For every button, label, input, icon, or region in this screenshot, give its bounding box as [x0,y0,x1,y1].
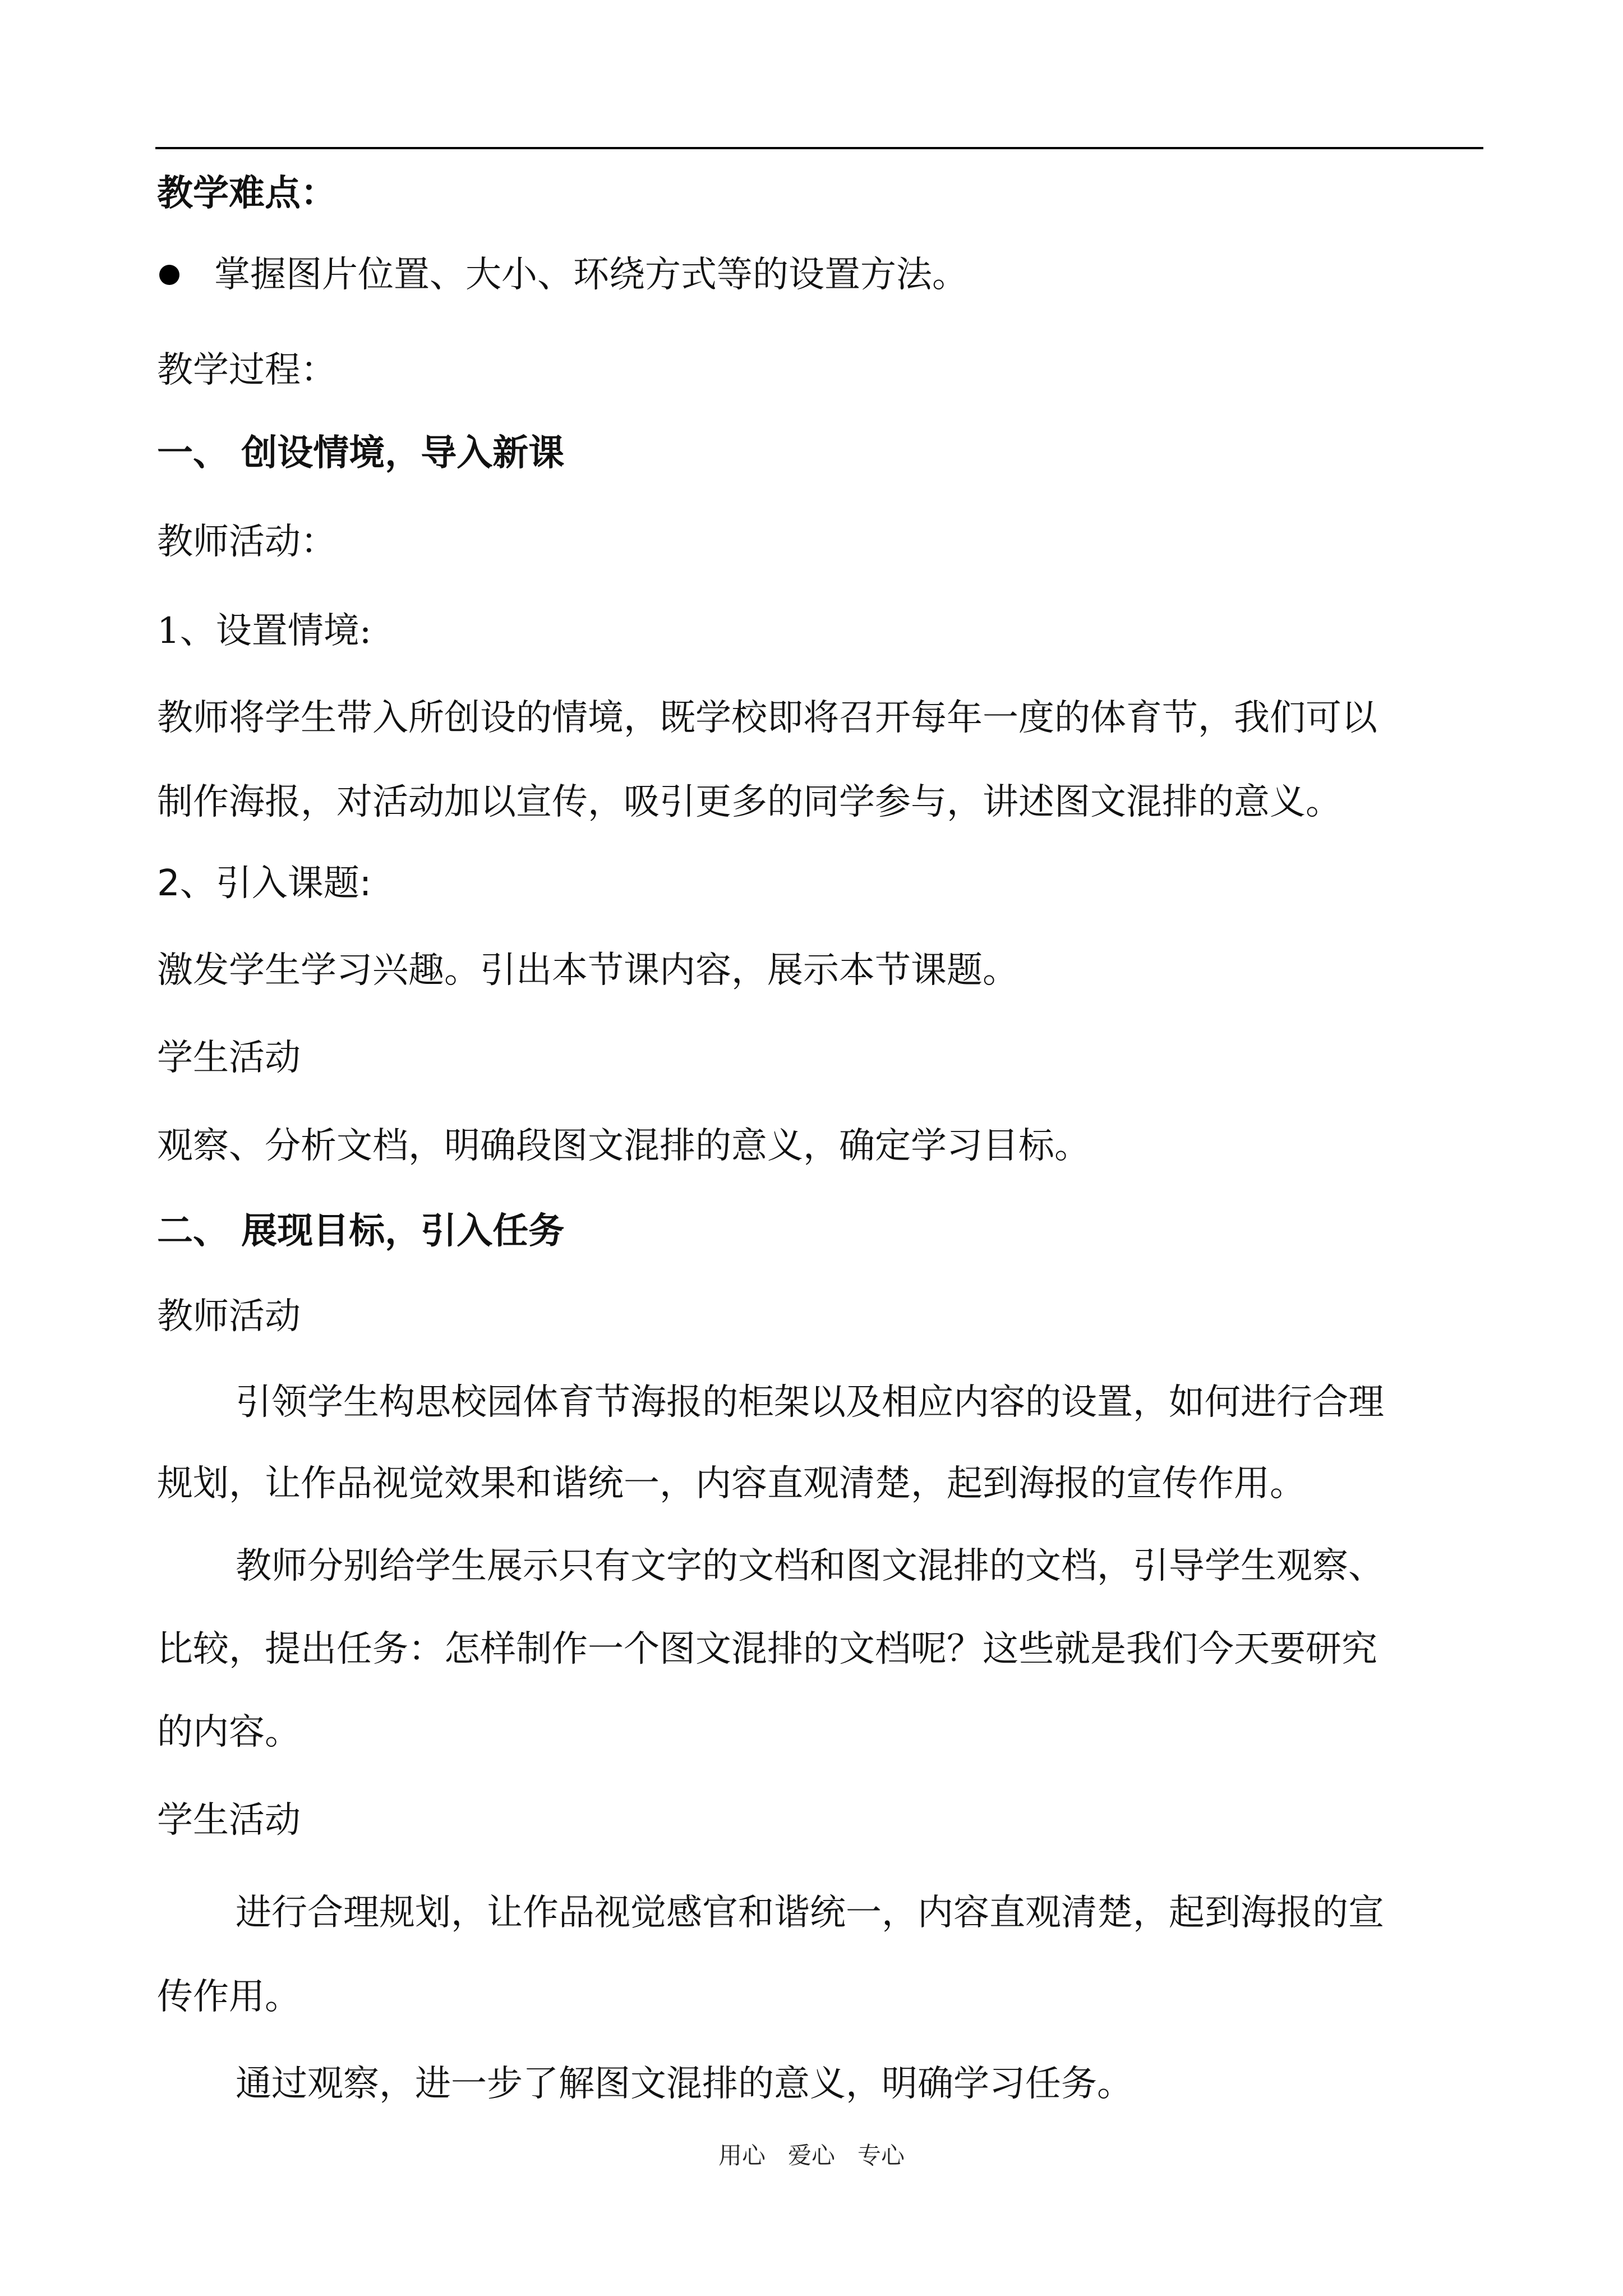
section2-para4: 通过观察，进一步了解图文混排的意义，明确学习任务。 [236,2063,1133,2105]
section2-para2-line1: 教师分别给学生展示只有文字的文档和图文混排的文档，引导学生观察、 [236,1545,1384,1587]
section2-heading: 二、 展现目标，引入任务 [157,1211,565,1252]
process-heading: 教学过程： [157,349,336,391]
section1-heading: 一、 创设情境，导入新课 [157,432,565,474]
section2-student-heading: 学生活动 [157,1800,301,1841]
section2-para1-line2: 规划，让作品视觉效果和谐统一，内容直观清楚，起到海报的宣传作用。 [157,1463,1306,1504]
page-footer: 用心 爱心 专心 [718,2142,905,2169]
difficulty-heading: 教学难点： [157,173,336,214]
bullet-dot-icon [159,265,179,285]
section1-step2-label: 2、引入课题: [157,863,372,904]
section2-para3-line2: 传作用。 [157,1976,301,2018]
difficulty-bullet: 掌握图片位置、大小、环绕方式等的设置方法。 [214,254,968,296]
section1-step1-line2: 制作海报，对活动加以宣传，吸引更多的同学参与，讲述图文混排的意义。 [157,781,1341,823]
section2-para1-line1: 引领学生构思校园体育节海报的柜架以及相应内容的设置，如何进行合理 [236,1382,1384,1423]
section1-teacher-heading: 教师活动： [157,521,336,563]
section1-step2-text: 激发学生学习兴趣。引出本节课内容，展示本节课题。 [157,950,1018,991]
section1-student-text: 观察、分析文档，明确段图文混排的意义，确定学习目标。 [157,1125,1090,1167]
section2-para2-line3: 的内容。 [157,1711,301,1753]
section2-para3-line1: 进行合理规划，让作品视觉感官和谐统一，内容直观清楚，起到海报的宣 [236,1892,1384,1934]
section2-teacher-heading: 教师活动 [157,1296,301,1337]
section1-student-heading: 学生活动 [157,1037,301,1079]
header-rule [155,147,1483,149]
section2-para2-line2: 比较，提出任务：怎样制作一个图文混排的文档呢？这些就是我们今天要研究 [157,1628,1377,1670]
section1-step1-label: 1、设置情境: [157,610,372,652]
section1-step1-line1: 教师将学生带入所创设的情境，既学校即将召开每年一度的体育节，我们可以 [157,697,1377,739]
